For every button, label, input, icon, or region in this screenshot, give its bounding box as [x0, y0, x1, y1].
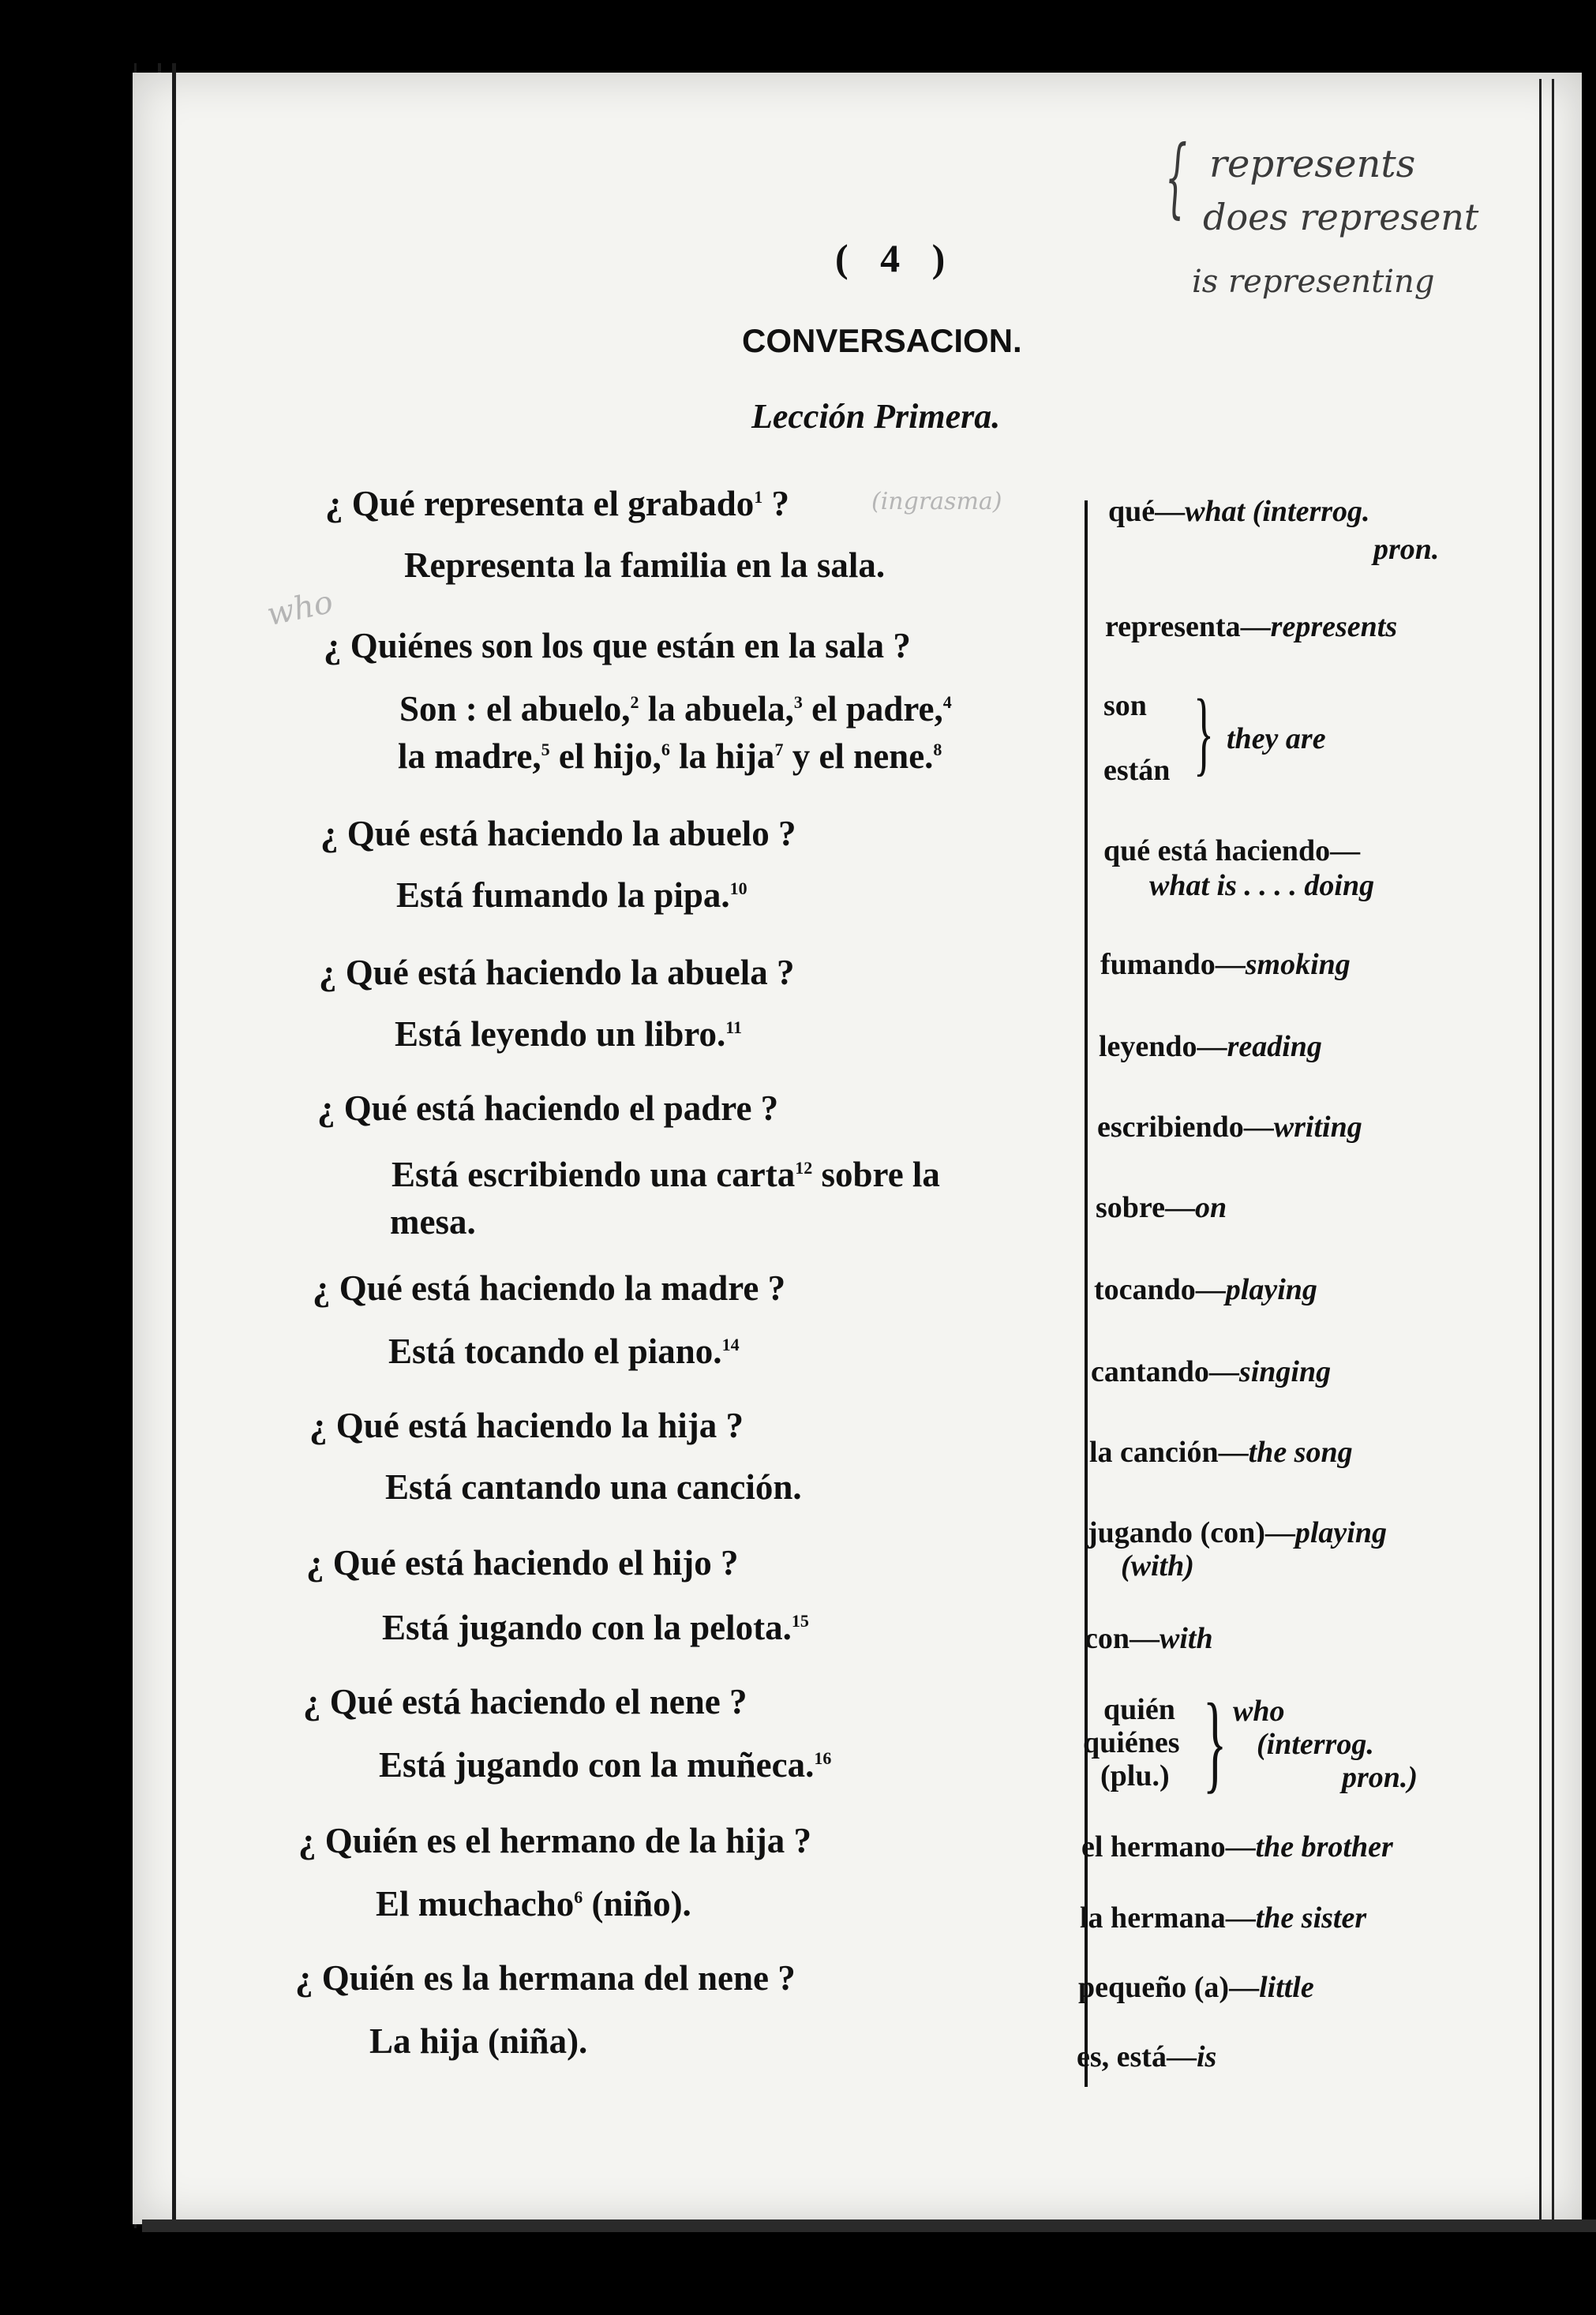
vocab-entry: leyendo—reading — [1099, 1030, 1322, 1063]
vocab-entry: es, está—is — [1077, 2040, 1217, 2073]
pencil-gloss: (ingrasma) — [871, 488, 1002, 515]
vocab-entry: la canción—the song — [1089, 1436, 1353, 1469]
answer-line: La hija (niña). — [369, 2021, 588, 2061]
handwritten-brace: { — [1165, 126, 1187, 227]
answer-line: Está jugando con la pelota.$^{15}$ — [382, 1608, 809, 1647]
answer-line: Está cantando una canción. — [385, 1467, 802, 1507]
answer-line: El muchacho$^6$ (niño). — [376, 1884, 691, 1924]
vocab-entry: qué está haciendo— — [1103, 834, 1361, 867]
vocab-entry: qué—what (interrog. — [1108, 495, 1370, 528]
vocab-gloss: pron.) — [1342, 1761, 1418, 1794]
handwritten-note-line: does represent — [1203, 196, 1479, 238]
answer-line: Está jugando con la muñeca.$^{16}$ — [379, 1745, 832, 1785]
vocab-entry: tocando—playing — [1094, 1273, 1317, 1306]
question-line: ¿ Quién es el hermano de la hija ? — [298, 1821, 811, 1860]
vocab-entry: fumando—smoking — [1100, 948, 1351, 981]
answer-line: Representa la familia en la sala. — [404, 545, 886, 585]
vocab-entry-cont: what is . . . . doing — [1149, 869, 1375, 902]
question-line: ¿ Qué está haciendo el nene ? — [303, 1682, 747, 1721]
vocab-entry: cantando—singing — [1091, 1355, 1332, 1388]
page-edge-line — [1539, 79, 1542, 2226]
vocab-gloss: (interrog. — [1257, 1728, 1374, 1761]
vocab-entry-cont: (with) — [1121, 1549, 1194, 1583]
vocab-entry: son — [1103, 689, 1147, 722]
brace: } — [1203, 1681, 1227, 1804]
handwritten-note-line: represents — [1209, 142, 1416, 186]
answer-line: mesa. — [390, 1202, 476, 1242]
answer-line: Está fumando la pipa.$^{10}$ — [396, 875, 747, 915]
vocab-entry: el hermano—the brother — [1081, 1830, 1393, 1864]
vocab-entry: con—with — [1085, 1622, 1213, 1655]
page-number: ( 4 ) — [835, 236, 957, 280]
question-line: ¿ Qué está haciendo el padre ? — [317, 1088, 779, 1128]
vocab-gloss: they are — [1227, 722, 1326, 755]
vocab-entry: están — [1103, 754, 1171, 787]
answer-line: Está leyendo un libro.$^{11}$ — [395, 1014, 743, 1054]
vocab-entry-cont: pron. — [1373, 533, 1440, 566]
vocab-entry: la hermana—the sister — [1080, 1901, 1367, 1935]
page-edge-line — [1552, 79, 1554, 2226]
brace: } — [1193, 680, 1214, 785]
answer-line: Son : el abuelo,$^2$ la abuela,$^3$ el padre,$^4$ — [399, 689, 952, 729]
page-bottom-edge — [142, 2219, 1596, 2232]
vocab-entry: jugando (con)—playing — [1088, 1516, 1387, 1549]
vocab-gloss: who — [1233, 1695, 1285, 1728]
vocab-entry: quiénes — [1083, 1726, 1180, 1759]
question-line: ¿ Qué está haciendo la hija ? — [309, 1406, 744, 1445]
vocab-entry: escribiendo—writing — [1097, 1111, 1362, 1144]
answer-line: Está tocando el piano.$^{14}$ — [388, 1332, 740, 1371]
page-gutter-line — [172, 63, 176, 2228]
pencil-margin-note: who — [264, 583, 336, 634]
vocab-entry: quién — [1103, 1693, 1175, 1726]
question-line: ¿ Qué está haciendo la abuela ? — [319, 953, 795, 992]
question-line: ¿ Qué representa el grabado$^1$ ? — [325, 484, 790, 523]
vocab-entry: representa—represents — [1105, 610, 1398, 643]
question-line: ¿ Qué está haciendo el hijo ? — [306, 1543, 739, 1583]
vocab-entry: pequeño (a)—little — [1078, 1971, 1314, 2004]
question-line: ¿ Qué está haciendo la abuelo ? — [320, 814, 796, 853]
answer-line: la madre,$^5$ el hijo,$^6$ la hija$^7$ y el nene.$^8$ — [398, 736, 942, 776]
answer-line: Está escribiendo una carta$^{12}$ sobre la — [392, 1155, 940, 1194]
question-line: ¿ Quiénes son los que están en la sala ? — [324, 626, 911, 665]
handwritten-note-line: is representing — [1192, 264, 1435, 300]
vocab-entry: sobre—on — [1096, 1191, 1227, 1224]
page-title: CONVERSACION. — [742, 322, 1022, 359]
vocab-entry: (plu.) — [1100, 1759, 1170, 1792]
question-line: ¿ Quién es la hermana del nene ? — [295, 1958, 796, 1998]
lesson-subtitle: Lección Primera. — [751, 397, 1001, 436]
question-line: ¿ Qué está haciendo la madre ? — [313, 1268, 786, 1308]
